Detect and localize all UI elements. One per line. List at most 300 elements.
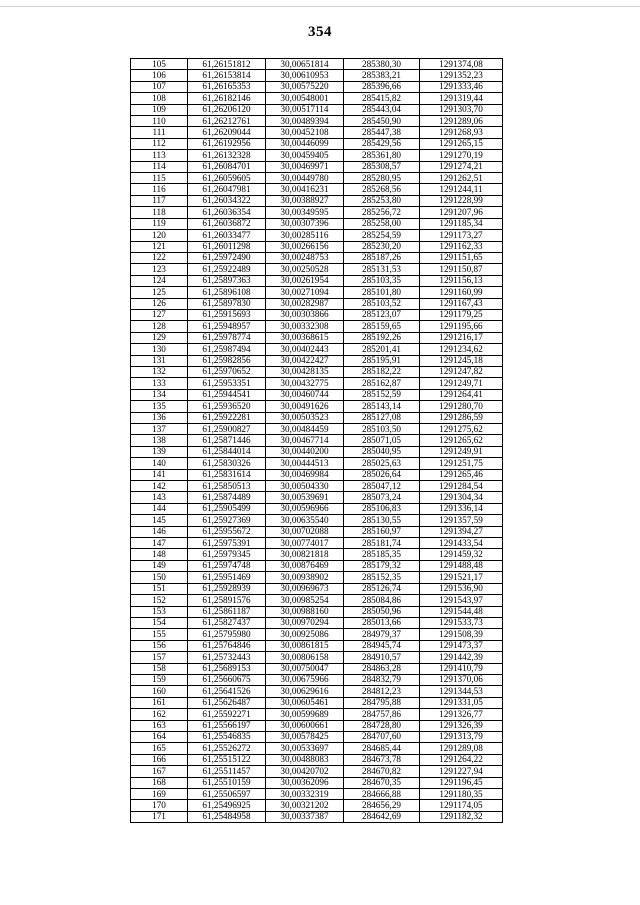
longitude-cell: 30,00596966 (266, 503, 344, 514)
y-coordinate-cell: 1291433,54 (420, 538, 503, 549)
longitude-cell: 30,00575220 (266, 81, 344, 92)
x-coordinate-cell: 284670,82 (344, 766, 420, 777)
latitude-cell: 61,25874489 (188, 492, 266, 503)
longitude-cell: 30,00539691 (266, 492, 344, 503)
x-coordinate-cell: 285429,56 (344, 138, 420, 149)
point-number-cell: 140 (131, 458, 188, 469)
x-coordinate-cell: 285192,26 (344, 332, 420, 343)
x-coordinate-cell: 285127,08 (344, 412, 420, 423)
latitude-cell: 61,25566197 (188, 720, 266, 731)
point-number-cell: 151 (131, 583, 188, 594)
x-coordinate-cell: 284863,28 (344, 663, 420, 674)
longitude-cell: 30,00261954 (266, 275, 344, 286)
table-row (131, 572, 503, 583)
longitude-cell: 30,00271094 (266, 287, 344, 298)
longitude-cell: 30,00321202 (266, 800, 344, 811)
longitude-cell: 30,00702088 (266, 526, 344, 537)
table-row (131, 697, 503, 708)
table-row (131, 161, 503, 172)
longitude-cell: 30,00416231 (266, 184, 344, 195)
x-coordinate-cell: 285026,64 (344, 469, 420, 480)
longitude-cell: 30,00517114 (266, 104, 344, 115)
table-row (131, 560, 503, 571)
latitude-cell: 61,25830326 (188, 458, 266, 469)
point-number-cell: 125 (131, 287, 188, 298)
latitude-cell: 61,26153814 (188, 70, 266, 81)
y-coordinate-cell: 1291195,66 (420, 321, 503, 332)
longitude-cell: 30,00248753 (266, 252, 344, 263)
x-coordinate-cell: 285160,97 (344, 526, 420, 537)
latitude-cell: 61,25982856 (188, 355, 266, 366)
latitude-cell: 61,25515122 (188, 754, 266, 765)
table-row (131, 378, 503, 389)
longitude-cell: 30,00484459 (266, 424, 344, 435)
longitude-cell: 30,00368615 (266, 332, 344, 343)
longitude-cell: 30,00452108 (266, 127, 344, 138)
latitude-cell: 61,25827437 (188, 617, 266, 628)
table-row (131, 252, 503, 263)
y-coordinate-cell: 1291244,11 (420, 184, 503, 195)
table-row (131, 777, 503, 788)
y-coordinate-cell: 1291196,45 (420, 777, 503, 788)
x-coordinate-cell: 285230,20 (344, 241, 420, 252)
y-coordinate-cell: 1291280,70 (420, 401, 503, 412)
y-coordinate-cell: 1291167,43 (420, 298, 503, 309)
y-coordinate-cell: 1291331,05 (420, 697, 503, 708)
table-row (131, 412, 503, 423)
y-coordinate-cell: 1291344,53 (420, 686, 503, 697)
point-number-cell: 166 (131, 754, 188, 765)
table-row (131, 435, 503, 446)
y-coordinate-cell: 1291245,18 (420, 355, 503, 366)
longitude-cell: 30,00460744 (266, 389, 344, 400)
table-row (131, 629, 503, 640)
table-row (131, 652, 503, 663)
longitude-cell: 30,00599689 (266, 709, 344, 720)
point-number-cell: 128 (131, 321, 188, 332)
latitude-cell: 61,25844014 (188, 446, 266, 457)
longitude-cell: 30,00675966 (266, 674, 344, 685)
longitude-cell: 30,00440200 (266, 446, 344, 457)
table-row (131, 663, 503, 674)
latitude-cell: 61,25506597 (188, 789, 266, 800)
table-row (131, 595, 503, 606)
y-coordinate-cell: 1291265,15 (420, 138, 503, 149)
latitude-cell: 61,25928939 (188, 583, 266, 594)
x-coordinate-cell: 285443,04 (344, 104, 420, 115)
point-number-cell: 145 (131, 515, 188, 526)
point-number-cell: 164 (131, 731, 188, 742)
y-coordinate-cell: 1291265,62 (420, 435, 503, 446)
latitude-cell: 61,26033477 (188, 230, 266, 241)
top-rule (0, 6, 640, 7)
y-coordinate-cell: 1291162,33 (420, 241, 503, 252)
x-coordinate-cell: 285253,80 (344, 195, 420, 206)
point-number-cell: 160 (131, 686, 188, 697)
latitude-cell: 61,25922281 (188, 412, 266, 423)
longitude-cell: 30,00337387 (266, 811, 344, 822)
y-coordinate-cell: 1291249,71 (420, 378, 503, 389)
table-row (131, 481, 503, 492)
table-row (131, 150, 503, 161)
longitude-cell: 30,00432775 (266, 378, 344, 389)
x-coordinate-cell: 285103,52 (344, 298, 420, 309)
y-coordinate-cell: 1291326,77 (420, 709, 503, 720)
y-coordinate-cell: 1291374,08 (420, 59, 503, 70)
coordinates-table-container (130, 58, 497, 823)
x-coordinate-cell: 284979,37 (344, 629, 420, 640)
point-number-cell: 112 (131, 138, 188, 149)
table-row (131, 640, 503, 651)
longitude-cell: 30,00821818 (266, 549, 344, 560)
latitude-cell: 61,25496925 (188, 800, 266, 811)
longitude-cell: 30,00303866 (266, 309, 344, 320)
table-row (131, 195, 503, 206)
longitude-cell: 30,00548001 (266, 93, 344, 104)
x-coordinate-cell: 285025,63 (344, 458, 420, 469)
y-coordinate-cell: 1291508,39 (420, 629, 503, 640)
table-row (131, 275, 503, 286)
table-row (131, 264, 503, 275)
longitude-cell: 30,00307396 (266, 218, 344, 229)
y-coordinate-cell: 1291182,32 (420, 811, 503, 822)
longitude-cell: 30,00420702 (266, 766, 344, 777)
longitude-cell: 30,00861815 (266, 640, 344, 651)
x-coordinate-cell: 285162,87 (344, 378, 420, 389)
x-coordinate-cell: 285047,12 (344, 481, 420, 492)
longitude-cell: 30,00985254 (266, 595, 344, 606)
coordinates-table (130, 58, 503, 823)
latitude-cell: 61,25948957 (188, 321, 266, 332)
y-coordinate-cell: 1291268,93 (420, 127, 503, 138)
latitude-cell: 61,25975391 (188, 538, 266, 549)
point-number-cell: 148 (131, 549, 188, 560)
point-number-cell: 108 (131, 93, 188, 104)
y-coordinate-cell: 1291394,27 (420, 526, 503, 537)
y-coordinate-cell: 1291227,94 (420, 766, 503, 777)
table-row (131, 184, 503, 195)
y-coordinate-cell: 1291264,22 (420, 754, 503, 765)
latitude-cell: 61,25861187 (188, 606, 266, 617)
y-coordinate-cell: 1291333,46 (420, 81, 503, 92)
table-row (131, 469, 503, 480)
x-coordinate-cell: 285256,72 (344, 207, 420, 218)
x-coordinate-cell: 285103,50 (344, 424, 420, 435)
y-coordinate-cell: 1291473,37 (420, 640, 503, 651)
latitude-cell: 61,26212761 (188, 116, 266, 127)
latitude-cell: 61,25974748 (188, 560, 266, 571)
longitude-cell: 30,00750047 (266, 663, 344, 674)
latitude-cell: 61,26047981 (188, 184, 266, 195)
latitude-cell: 61,26192956 (188, 138, 266, 149)
x-coordinate-cell: 285450,90 (344, 116, 420, 127)
longitude-cell: 30,00600661 (266, 720, 344, 731)
table-row (131, 686, 503, 697)
table-row (131, 173, 503, 184)
table-row (131, 549, 503, 560)
x-coordinate-cell: 285380,30 (344, 59, 420, 70)
latitude-cell: 61,25955672 (188, 526, 266, 537)
latitude-cell: 61,25979345 (188, 549, 266, 560)
point-number-cell: 169 (131, 789, 188, 800)
table-row (131, 207, 503, 218)
x-coordinate-cell: 285152,35 (344, 572, 420, 583)
latitude-cell: 61,25972490 (188, 252, 266, 263)
point-number-cell: 152 (131, 595, 188, 606)
point-number-cell: 123 (131, 264, 188, 275)
table-row (131, 583, 503, 594)
point-number-cell: 141 (131, 469, 188, 480)
table-row (131, 515, 503, 526)
longitude-cell: 30,00332308 (266, 321, 344, 332)
y-coordinate-cell: 1291262,51 (420, 173, 503, 184)
y-coordinate-cell: 1291521,17 (420, 572, 503, 583)
y-coordinate-cell: 1291313,79 (420, 731, 503, 742)
x-coordinate-cell: 285050,96 (344, 606, 420, 617)
latitude-cell: 61,25546835 (188, 731, 266, 742)
point-number-cell: 168 (131, 777, 188, 788)
longitude-cell: 30,00806158 (266, 652, 344, 663)
table-row (131, 287, 503, 298)
table-row (131, 70, 503, 81)
coordinates-table-body (131, 59, 503, 823)
x-coordinate-cell: 284666,88 (344, 789, 420, 800)
point-number-cell: 146 (131, 526, 188, 537)
longitude-cell: 30,00402443 (266, 344, 344, 355)
x-coordinate-cell: 285123,07 (344, 309, 420, 320)
x-coordinate-cell: 284757,86 (344, 709, 420, 720)
latitude-cell: 61,25660675 (188, 674, 266, 685)
x-coordinate-cell: 285179,32 (344, 560, 420, 571)
longitude-cell: 30,00282987 (266, 298, 344, 309)
y-coordinate-cell: 1291289,08 (420, 743, 503, 754)
table-row (131, 458, 503, 469)
longitude-cell: 30,00491626 (266, 401, 344, 412)
point-number-cell: 126 (131, 298, 188, 309)
latitude-cell: 61,26182146 (188, 93, 266, 104)
table-row (131, 424, 503, 435)
point-number-cell: 114 (131, 161, 188, 172)
table-row (131, 298, 503, 309)
table-row (131, 116, 503, 127)
y-coordinate-cell: 1291160,99 (420, 287, 503, 298)
x-coordinate-cell: 284795,88 (344, 697, 420, 708)
longitude-cell: 30,00503523 (266, 412, 344, 423)
x-coordinate-cell: 284685,44 (344, 743, 420, 754)
point-number-cell: 129 (131, 332, 188, 343)
x-coordinate-cell: 284832,79 (344, 674, 420, 685)
table-row (131, 754, 503, 765)
y-coordinate-cell: 1291533,73 (420, 617, 503, 628)
latitude-cell: 61,26084701 (188, 161, 266, 172)
point-number-cell: 135 (131, 401, 188, 412)
y-coordinate-cell: 1291442,39 (420, 652, 503, 663)
x-coordinate-cell: 285182,22 (344, 366, 420, 377)
point-number-cell: 138 (131, 435, 188, 446)
longitude-cell: 30,00969673 (266, 583, 344, 594)
table-row (131, 81, 503, 92)
latitude-cell: 61,25953351 (188, 378, 266, 389)
y-coordinate-cell: 1291185,34 (420, 218, 503, 229)
x-coordinate-cell: 285101,80 (344, 287, 420, 298)
point-number-cell: 121 (131, 241, 188, 252)
x-coordinate-cell: 285159,65 (344, 321, 420, 332)
table-row (131, 538, 503, 549)
longitude-cell: 30,00610953 (266, 70, 344, 81)
point-number-cell: 122 (131, 252, 188, 263)
longitude-cell: 30,00578425 (266, 731, 344, 742)
latitude-cell: 61,26151812 (188, 59, 266, 70)
longitude-cell: 30,00651814 (266, 59, 344, 70)
point-number-cell: 136 (131, 412, 188, 423)
x-coordinate-cell: 285258,00 (344, 218, 420, 229)
table-row (131, 743, 503, 754)
latitude-cell: 61,25905499 (188, 503, 266, 514)
y-coordinate-cell: 1291270,19 (420, 150, 503, 161)
x-coordinate-cell: 285201,41 (344, 344, 420, 355)
point-number-cell: 170 (131, 800, 188, 811)
longitude-cell: 30,00938902 (266, 572, 344, 583)
point-number-cell: 119 (131, 218, 188, 229)
latitude-cell: 61,25526272 (188, 743, 266, 754)
table-row (131, 230, 503, 241)
table-row (131, 720, 503, 731)
page-number: 354 (308, 24, 332, 40)
table-row (131, 309, 503, 320)
latitude-cell: 61,26165353 (188, 81, 266, 92)
y-coordinate-cell: 1291303,70 (420, 104, 503, 115)
point-number-cell: 153 (131, 606, 188, 617)
x-coordinate-cell: 285131,53 (344, 264, 420, 275)
table-row (131, 800, 503, 811)
y-coordinate-cell: 1291179,25 (420, 309, 503, 320)
point-number-cell: 117 (131, 195, 188, 206)
latitude-cell: 61,26059605 (188, 173, 266, 184)
latitude-cell: 61,25592271 (188, 709, 266, 720)
latitude-cell: 61,25626487 (188, 697, 266, 708)
table-row (131, 138, 503, 149)
y-coordinate-cell: 1291173,27 (420, 230, 503, 241)
y-coordinate-cell: 1291319,44 (420, 93, 503, 104)
x-coordinate-cell: 284728,80 (344, 720, 420, 731)
x-coordinate-cell: 285396,66 (344, 81, 420, 92)
longitude-cell: 30,00459405 (266, 150, 344, 161)
table-row (131, 811, 503, 822)
x-coordinate-cell: 284642,69 (344, 811, 420, 822)
x-coordinate-cell: 285106,83 (344, 503, 420, 514)
latitude-cell: 61,25896108 (188, 287, 266, 298)
longitude-cell: 30,00362096 (266, 777, 344, 788)
x-coordinate-cell: 285013,66 (344, 617, 420, 628)
table-row (131, 344, 503, 355)
table-row (131, 218, 503, 229)
latitude-cell: 61,25891576 (188, 595, 266, 606)
latitude-cell: 61,25936520 (188, 401, 266, 412)
longitude-cell: 30,00469984 (266, 469, 344, 480)
table-row (131, 104, 503, 115)
point-number-cell: 113 (131, 150, 188, 161)
latitude-cell: 61,25511457 (188, 766, 266, 777)
latitude-cell: 61,25915693 (188, 309, 266, 320)
point-number-cell: 109 (131, 104, 188, 115)
point-number-cell: 157 (131, 652, 188, 663)
point-number-cell: 107 (131, 81, 188, 92)
x-coordinate-cell: 284945,74 (344, 640, 420, 651)
x-coordinate-cell: 284673,78 (344, 754, 420, 765)
longitude-cell: 30,00605461 (266, 697, 344, 708)
y-coordinate-cell: 1291249,91 (420, 446, 503, 457)
y-coordinate-cell: 1291251,75 (420, 458, 503, 469)
latitude-cell: 61,25795980 (188, 629, 266, 640)
longitude-cell: 30,00488083 (266, 754, 344, 765)
x-coordinate-cell: 285103,35 (344, 275, 420, 286)
point-number-cell: 124 (131, 275, 188, 286)
y-coordinate-cell: 1291265,46 (420, 469, 503, 480)
table-row (131, 355, 503, 366)
y-coordinate-cell: 1291488,48 (420, 560, 503, 571)
x-coordinate-cell: 285181,74 (344, 538, 420, 549)
latitude-cell: 61,25484958 (188, 811, 266, 822)
x-coordinate-cell: 285361,80 (344, 150, 420, 161)
point-number-cell: 130 (131, 344, 188, 355)
y-coordinate-cell: 1291247,82 (420, 366, 503, 377)
x-coordinate-cell: 285130,55 (344, 515, 420, 526)
x-coordinate-cell: 285195,91 (344, 355, 420, 366)
latitude-cell: 61,25951469 (188, 572, 266, 583)
point-number-cell: 171 (131, 811, 188, 822)
y-coordinate-cell: 1291264,41 (420, 389, 503, 400)
latitude-cell: 61,26132328 (188, 150, 266, 161)
x-coordinate-cell: 284656,29 (344, 800, 420, 811)
point-number-cell: 134 (131, 389, 188, 400)
table-row (131, 731, 503, 742)
y-coordinate-cell: 1291228,99 (420, 195, 503, 206)
y-coordinate-cell: 1291207,96 (420, 207, 503, 218)
longitude-cell: 30,00774017 (266, 538, 344, 549)
point-number-cell: 165 (131, 743, 188, 754)
longitude-cell: 30,00635540 (266, 515, 344, 526)
point-number-cell: 149 (131, 560, 188, 571)
point-number-cell: 127 (131, 309, 188, 320)
point-number-cell: 120 (131, 230, 188, 241)
latitude-cell: 61,25922489 (188, 264, 266, 275)
latitude-cell: 61,25970652 (188, 366, 266, 377)
y-coordinate-cell: 1291459,32 (420, 549, 503, 560)
y-coordinate-cell: 1291274,21 (420, 161, 503, 172)
longitude-cell: 30,00422427 (266, 355, 344, 366)
longitude-cell: 30,00444513 (266, 458, 344, 469)
latitude-cell: 61,25944541 (188, 389, 266, 400)
table-row (131, 617, 503, 628)
longitude-cell: 30,00449780 (266, 173, 344, 184)
point-number-cell: 142 (131, 481, 188, 492)
longitude-cell: 30,00469971 (266, 161, 344, 172)
longitude-cell: 30,00489394 (266, 116, 344, 127)
x-coordinate-cell: 285280,95 (344, 173, 420, 184)
longitude-cell: 30,00332319 (266, 789, 344, 800)
table-row (131, 766, 503, 777)
point-number-cell: 105 (131, 59, 188, 70)
point-number-cell: 115 (131, 173, 188, 184)
x-coordinate-cell: 284812,23 (344, 686, 420, 697)
x-coordinate-cell: 285308,57 (344, 161, 420, 172)
point-number-cell: 137 (131, 424, 188, 435)
latitude-cell: 61,25510159 (188, 777, 266, 788)
point-number-cell: 158 (131, 663, 188, 674)
longitude-cell: 30,00388927 (266, 195, 344, 206)
point-number-cell: 155 (131, 629, 188, 640)
y-coordinate-cell: 1291304,34 (420, 492, 503, 503)
